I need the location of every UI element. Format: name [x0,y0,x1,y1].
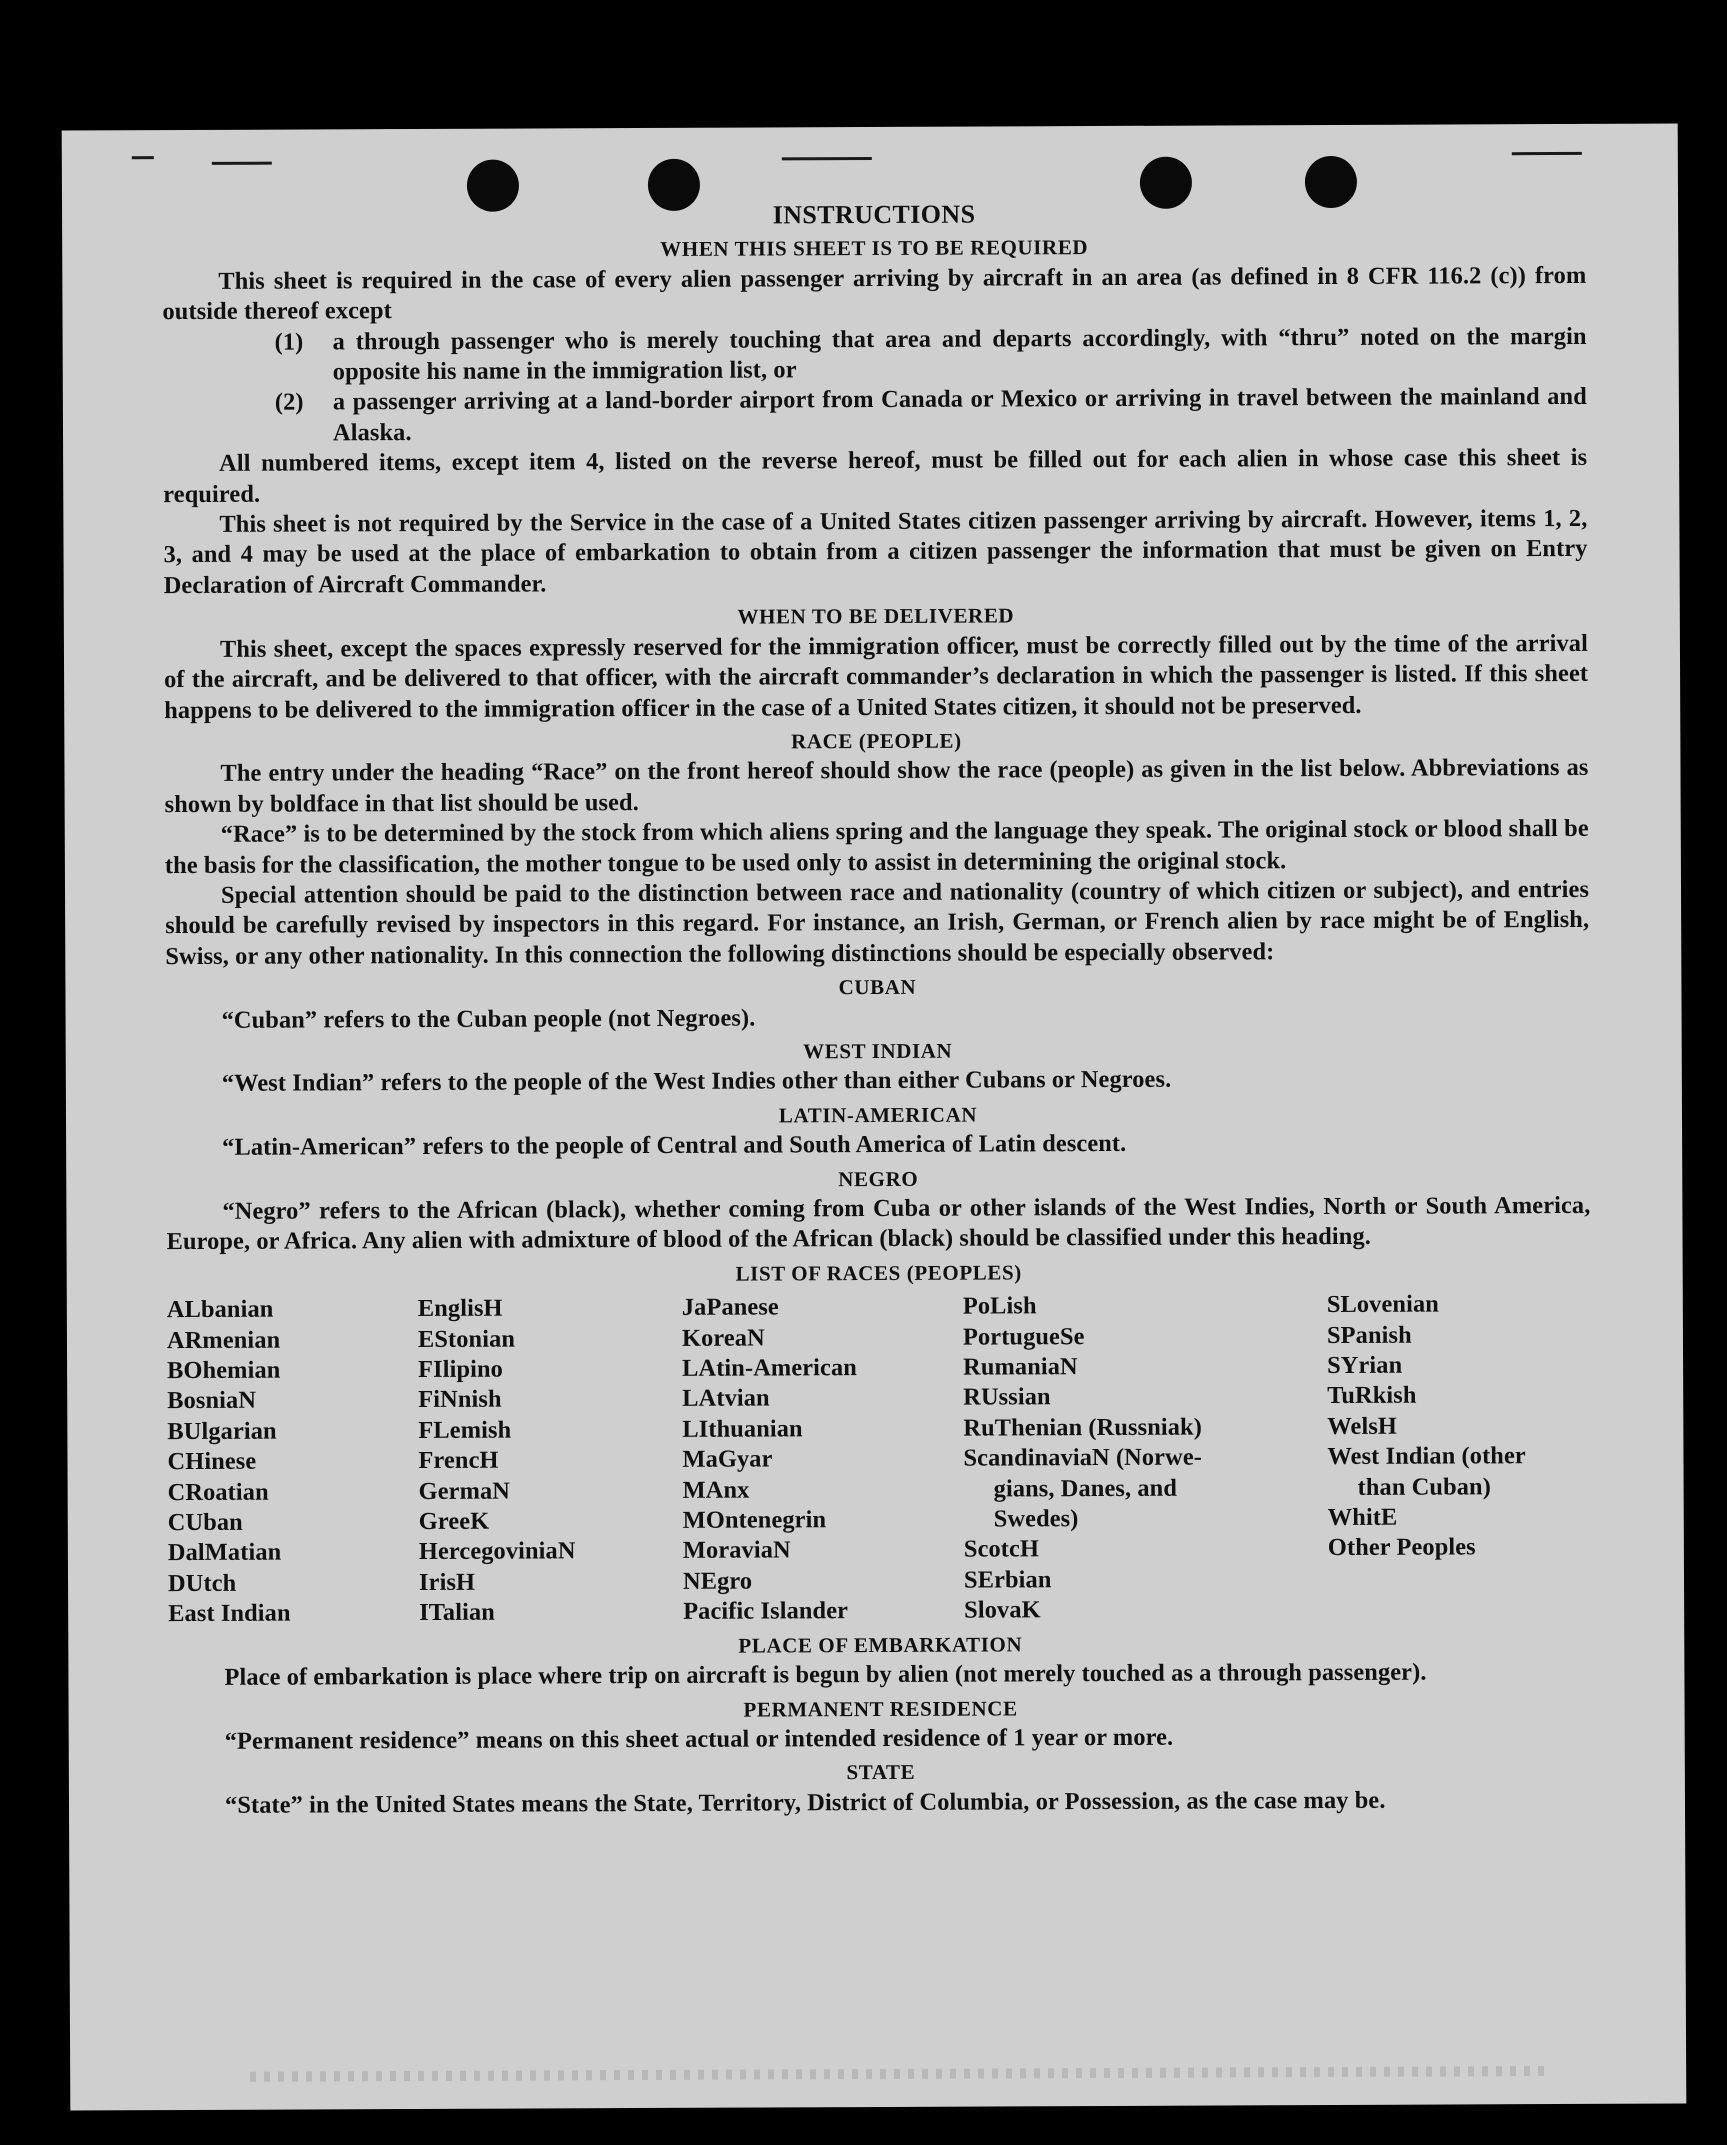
race-column [418,1293,683,1629]
paragraph: Place of embarkation is place where trip on aircraft is begun by alien (not merely touched as a through passenger). [224,1658,1427,1691]
race-column [963,1290,1328,1626]
race-item: BOhemian [167,1356,281,1385]
race-item: HercegoviniaN [418,1537,576,1566]
race-column [1327,1289,1592,1625]
race-item: SErbian [963,1566,1052,1594]
page-title: INSTRUCTIONS [772,199,976,230]
race-item: ALbanian [166,1295,274,1324]
race-item: JaPanese [681,1293,779,1322]
race-item: LIthuanian [682,1415,803,1443]
paragraph: “Race” is to be determined by the stock from which aliens spring and the language they speak. The original stock or blood shall be the basis for the classification, the mother tongue to be used only to assist in determining the original stock. [164,815,1589,879]
bleed-through-text [250,2066,1550,2082]
race-item: WelsH [1327,1412,1398,1440]
race-item: Pacific Islander [683,1597,849,1626]
race-item-continued: gians, Danes, and [993,1474,1178,1503]
section-heading: NEGRO [838,1166,919,1191]
speck-mark [212,162,272,165]
item-number: (2) [274,388,304,417]
race-item: MoraviaN [682,1536,791,1565]
race-item: PortugueSe [962,1322,1085,1351]
list-item [163,382,1587,449]
race-item: Other Peoples [1327,1533,1476,1562]
race-item: ARmenian [166,1326,281,1354]
race-item-continued: Swedes) [993,1505,1079,1533]
race-item: GreeK [418,1507,490,1536]
paragraph: “Negro” refers to the African (black), whether coming from Cuba or other islands of the West Indies, North or South America, Europe, or Africa. Any alien with admixture of blood of the African (black) should be classified under this heading. [166,1191,1591,1256]
paragraph: “Cuban” refers to the Cuban people (not Negroes). [221,1004,756,1034]
race-item: FiNnish [418,1386,502,1414]
race-item: ScandinaviaN (Norwe- [963,1443,1203,1472]
race-item: IrisH [418,1568,476,1596]
race-item: East Indian [168,1599,291,1628]
race-item: CUban [167,1508,243,1537]
section-heading: PLACE OF EMBARKATION [738,1632,1023,1658]
section-heading: WEST INDIAN [803,1038,953,1064]
race-item: TuRkish [1327,1382,1417,1410]
paragraph: The entry under the heading “Race” on the front hereof should show the race (people) as given in the list below. Abbreviations as shown by boldface in that list should be used. [164,754,1589,818]
race-item: GermaN [418,1477,511,1505]
speck-mark [1512,152,1582,155]
paragraph: Special attention should be paid to the distinction between race and nationality (country of which citizen or subject), and entries should be carefully revised by inspectors in this regard. For instance, an Irish, German, or French alien by race might be of English, Swiss, or any other nationality. In this connection the following distinctions should be especially observed: [165,875,1590,970]
speck-mark [132,156,154,159]
race-item: LAtvian [682,1384,770,1413]
section-heading: PERMANENT RESIDENCE [743,1695,1018,1722]
paragraph: “Latin-American” refers to the people of Central and South America of Latin descent. [222,1130,1127,1162]
race-item: RUssian [963,1383,1051,1412]
paragraph: “Permanent residence” means on this sheet actual or intended residence of 1 year or more. [224,1723,1174,1755]
section-heading: RACE (PEOPLE) [791,728,962,754]
race-item: West Indian (other [1327,1442,1526,1471]
race-item: SLovenian [1326,1290,1439,1319]
paragraph: “State” in the United States means the State, Territory, District of Columbia, or Possession, as the case may be. [224,1786,1386,1819]
race-item: BosniaN [167,1387,257,1415]
list-item [163,322,1587,389]
race-item: PoLish [962,1292,1037,1320]
race-column [682,1292,964,1628]
paragraph: This sheet, except the spaces expressly reserved for the immigration officer, must be correctly filled out by the time of the arrival of the aircraft, and be delivered to that officer, with the aircraft commander’s declaration in which the passenger is listed. If this sheet happens to be delivered to the immigration officer in the case of a United States citizen, it should not be preserved. [164,629,1589,724]
race-item: FLemish [418,1416,512,1444]
race-list [167,1289,1592,1630]
race-item: FIlipino [418,1355,504,1384]
race-item: ITalian [419,1598,495,1627]
section-heading: WHEN TO BE DELIVERED [737,603,1015,629]
race-item: RuThenian (Russniak) [963,1413,1202,1442]
race-item: EStonian [417,1325,516,1353]
document-sheet [62,123,1687,2110]
race-item: FrencH [418,1446,499,1475]
race-item: WhitE [1327,1503,1398,1532]
race-item: CHinese [167,1447,257,1476]
section-heading: WHEN THIS SHEET IS TO BE REQUIRED [660,235,1089,262]
race-item: DalMatian [167,1539,282,1567]
section-heading: STATE [846,1760,916,1785]
race-item: EnglisH [417,1294,503,1323]
paragraph: This sheet is not required by the Service in the case of a United States citizen passenger arriving by aircraft. However, items 1, 2, 3, and 4 may be used at the place of embarkation to obtain from a citizen passenger the information that must be given on Entry Declaration of Aircraft Commander. [163,504,1588,599]
speck-mark [782,157,872,160]
race-item: SPanish [1326,1321,1412,1349]
item-number: (1) [274,328,304,356]
paragraph: “West Indian” refers to the people of the West Indies other than either Cubans or Negroes. [221,1066,1172,1098]
race-item: KoreaN [681,1324,765,1352]
section-heading: LIST OF RACES (PEOPLES) [735,1260,1022,1286]
race-item: SlovaK [964,1596,1041,1624]
race-item: BUlgarian [167,1417,277,1445]
race-item: SYrian [1327,1351,1403,1380]
race-item: MOntenegrin [682,1506,827,1534]
race-item: MAnx [682,1476,750,1504]
race-item: RumaniaN [963,1353,1078,1381]
race-item: DUtch [167,1569,237,1597]
instructions-content [162,197,1593,1821]
item-text: a through passenger who is merely touching that area and departs accordingly, with “thru” noted on the margin opposite his name in the immigration list, or [332,322,1587,386]
race-item-continued: than Cuban) [1357,1472,1491,1501]
paragraph: All numbered items, except item 4, listed on the reverse hereof, must be filled out for each alien in whose case this sheet is required. [163,444,1588,508]
paragraph: This sheet is required in the case of every alien passenger arriving by aircraft in an area (as defined in 8 CFR 116.2 (c)) from outside thereof except [162,261,1587,326]
item-text: a passenger arriving at a land-border airport from Canada or Mexico or arriving in travel between the mainland and Alaska. [332,383,1587,447]
section-heading: LATIN-AMERICAN [778,1102,978,1128]
race-column [167,1294,419,1630]
race-item: MaGyar [682,1445,773,1474]
race-item: NEgro [682,1567,753,1595]
race-item: ScotcH [963,1535,1040,1564]
race-item: LAtin-American [682,1354,857,1382]
race-item: CRoatian [167,1478,269,1506]
section-heading: CUBAN [838,974,917,1000]
